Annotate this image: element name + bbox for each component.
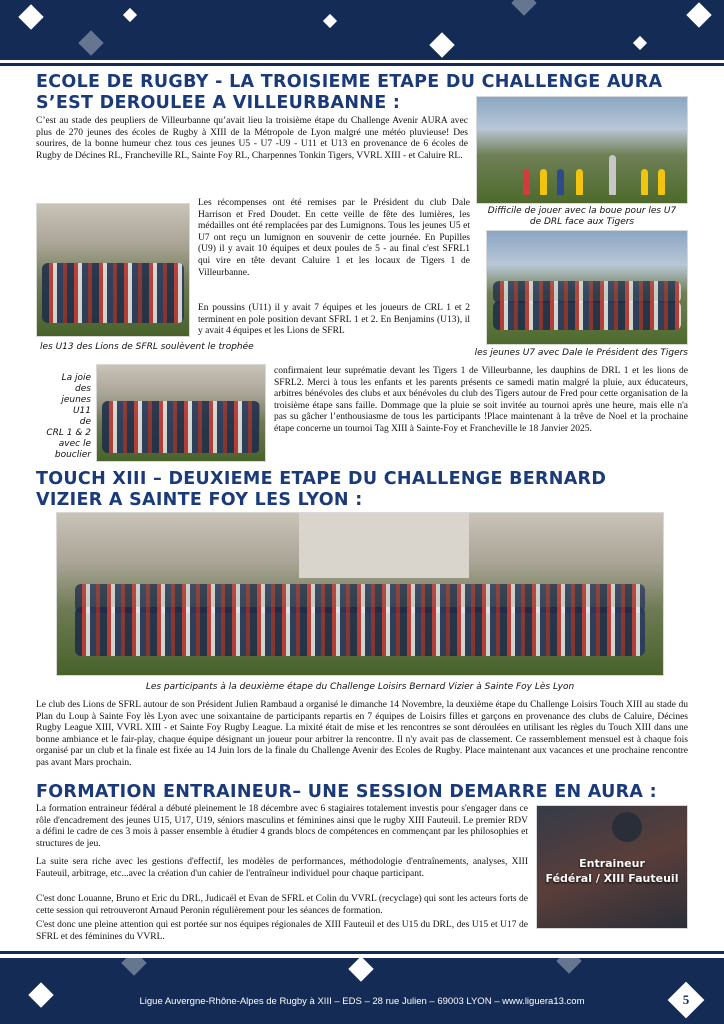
- caption-dale: les jeunes U7 avec Dale le Président des Tigers: [474, 348, 688, 358]
- footer-diamond-3: [348, 958, 373, 982]
- photo-person: [576, 169, 583, 195]
- photo-group: [75, 607, 645, 656]
- photo-person: [557, 169, 564, 195]
- footer-diamond-4: [556, 958, 581, 974]
- header-diamond-4: [323, 14, 337, 28]
- photo-u13-trophy: [36, 203, 190, 337]
- section1-title-line1: ECOLE DE RUGBY - LA TROISIEME ETAPE DU CHALLENGE AURA: [36, 72, 663, 92]
- header-diamond-3: [78, 30, 103, 55]
- badge-line1: Entraineur: [579, 857, 645, 870]
- caption-mud-line1: Difficile de jouer avec la boue pour les U7: [487, 206, 677, 216]
- caption-crl-line: jeunes: [61, 395, 91, 405]
- caption-u13: les U13 des Lions de SFRL soulèvent le trophée: [40, 342, 254, 352]
- caption-crl-line: La joie: [61, 373, 91, 383]
- section1-para1: C’est au stade des peupliers de Villeurbanne qu’avait lieu la troisième étape du Challenge Avenir AURA avec plus de 270 jeunes des écoles de Rugby à XIII de la Métropole de Lyon malgré une météo pluvieuse! Des sourires, de la bonne humeur chez tous ces jeunes U5 - U7 -U9 - U11 et U13 en provenance de 6 écoles de Rugby de Décines RL, Francheville RL, Sainte Foy RL, Charpennes Tonkin Tigers, VVRL XIII - et Caluire RL.: [36, 116, 468, 161]
- photo-person: [641, 169, 648, 195]
- photo-group-back: [493, 281, 681, 304]
- section3-para1: La formation entraineur fédéral a débuté pleinement le 18 décembre avec 6 stagiaires totalement investis pour s'engager dans ce rôle d'encadrement des jeunes U15, U17, U19, séniors masculins et féminines ainsi que le rugby XIII Fauteuil. Le premier RDV a défini le cadre de ces 3 mois à passer ensemble à étudier 4 grands blocs de compétences en commençant par les philosophies et structures de jeu.: [36, 804, 528, 849]
- header-rule: [0, 63, 724, 66]
- photo-group: [493, 301, 681, 330]
- photo-person: [609, 155, 616, 195]
- photo-person: [540, 169, 547, 195]
- section2-para: Le club des Lions de SFRL autour de son Président Julien Rambaud a organisé le dimanche 14 Novembre, la deuxième étape du Challenge Loisirs Touch XIII au stade du Plan du Loup à Sainte Foy lès Lyon avec une soixantaine de participants repartis en 7 équipes de Loisirs filles et garçons en provenance des clubs de Caluire, Décines Rugby League XIII, VVRL XIII - et Sainte Foy Rugby League. La mixité était de mise et les rencontres se sont déroulées en utilisant les règles du Touch XIII dans une bonne ambiance et le fair-play, chaque équipe désignant un joueur pour arbitrer la rencontre. Il n'y avait pas de classement. Ce rassemblement mensuel est à chaque fois organisé par un club et la finale est fixée au 14 Juin lors de la finale du Challenge Avenir des Ecoles de Rugby. Place maintenant aux vacances et une prochaine rencontre pas avant Mars prochain.: [36, 700, 688, 768]
- photo-person: [523, 169, 530, 195]
- section2-title-line1: TOUCH XIII – DEUXIEME ETAPE DU CHALLENGE BERNARD: [36, 469, 607, 489]
- badge-text: [537, 856, 687, 886]
- photo-formation-badge: [536, 805, 688, 929]
- badge-line2: Fédéral / XIII Fauteuil: [545, 872, 679, 885]
- caption-mud-line2: de DRL face aux Tigers: [529, 217, 635, 227]
- caption-touch: Les participants à la deuxième étape du Challenge Loisirs Bernard Vizier à Sainte Foy Lès Lyon: [145, 682, 575, 692]
- header-band: [0, 0, 724, 60]
- section1-para3: En poussins (U11) il y avait 7 équipes et les joueurs de CRL 1 et 2 terminent en pole position devant SFRL 1 et 2. En Benjamins (U13), il y avait 4 équipes et les Lions de SFRL: [198, 303, 470, 337]
- caption-crl-line: des: [75, 384, 91, 394]
- photo-person-head: [612, 812, 642, 842]
- footer-diamond-2: [121, 958, 146, 976]
- photo-group: [102, 401, 260, 454]
- photo-u7-mud: [476, 96, 688, 204]
- caption-crl-line: bouclier: [54, 450, 91, 460]
- footer-text: Ligue Auvergne-Rhône-Alpes de Rugby à XIII – EDS – 28 rue Julien – 69003 LYON – www.liguera13.com: [139, 996, 585, 1007]
- header-diamond-5: [429, 32, 454, 57]
- section3-para3: C'est donc Louanne, Bruno et Eric du DRL, Judicaël et Evan de SFRL et Colin du VVRL (recyclage) qui sont les acteurs forts de cette session qui retrouveront Arnaud Peronin régulièrement pour les séances de formation.: [36, 894, 528, 916]
- footer-band: [0, 958, 724, 1024]
- section2-title: [36, 469, 606, 511]
- photo-touch-participants: [56, 512, 664, 676]
- section1-title-line2: S’EST DEROULEE A VILLEURBANNE :: [36, 93, 401, 113]
- photo-person: [658, 169, 665, 195]
- section3-para2: La suite sera riche avec les gestions d'effectif, les modèles de performances, méthodologie d'entraînements, analyses, XIII Fauteuil, arbitrage, etc...avec la création d'un cahier de l'entraîneur individuel pour chaque participant.: [36, 857, 528, 879]
- section3-title: FORMATION ENTRAINEUR– UNE SESSION DEMARRE EN AURA :: [36, 782, 657, 802]
- caption-crl-line: avec le: [58, 439, 91, 449]
- section1-para2: Les récompenses ont été remises par le Président du club Dale Harrison et Fred Doudet. En cette veille de fête des lumières, les médailles ont été remplacées par des Lumignons. Tous les jeunes U5 et U7 ont reçu un lumignon en souvenir de cette journée. En Pupilles (U9) il y avait 10 équipes et deux poules de 5 - au final c'est SFRL1 qui vire en tête devant Caluire 1 et les locaux de Tigers 1 de Villeurbanne.: [198, 198, 470, 278]
- header-diamond-7: [633, 36, 647, 50]
- page-number: 5: [682, 992, 690, 1007]
- photo-crl-u11: [96, 364, 266, 462]
- footer-rule: [0, 951, 724, 954]
- header-diamond-8: [686, 2, 711, 27]
- header-diamond-6: [511, 0, 536, 16]
- caption-crl-line: CRL 1 & 2: [46, 428, 91, 438]
- section2-title-line2: VIZIER A SAINTE FOY LES LYON :: [36, 490, 363, 510]
- header-diamond-2: [123, 8, 137, 22]
- section1-para4: confirmaient leur suprématie devant les Tigers 1 de Villeurbanne, les dauphins de DRL 1 et les lions de SFRL2. Merci à tous les enfants et les parents présents ce samedi matin malgré la pluie, aux éducateurs, arbitres bénévoles des clubs et aux bénévoles du club des Tigers autour de Fred pour cette organisation de la troisième étape sans faille. Dommage que la pluie se soit invitée au tournoi après une heure, mais elle n'a pas su gâcher l’enthousiasme de tous les participants !Place maintenant à la trêve de Noel et la prochaine étape concerne un tournoi Tag XIII à Sainte-Foy et Francheville le 18 Janvier 2025.: [274, 366, 688, 434]
- caption-crl-line: de: [79, 417, 91, 427]
- caption-crl-line: U11: [72, 406, 91, 416]
- header-diamond-1: [18, 4, 43, 29]
- caption-crl: [36, 373, 91, 461]
- caption-mud: [476, 206, 688, 228]
- photo-group: [42, 263, 185, 322]
- photo-dale-u7: [486, 230, 688, 345]
- section3-para4: C'est donc une pleine attention qui est portée sur nos équipes régionales de XIII Fauteuil et des U15 du DRL, des U15 et U17 de SFRL et des féminines du VVRL.: [36, 920, 528, 942]
- photo-building: [299, 513, 469, 578]
